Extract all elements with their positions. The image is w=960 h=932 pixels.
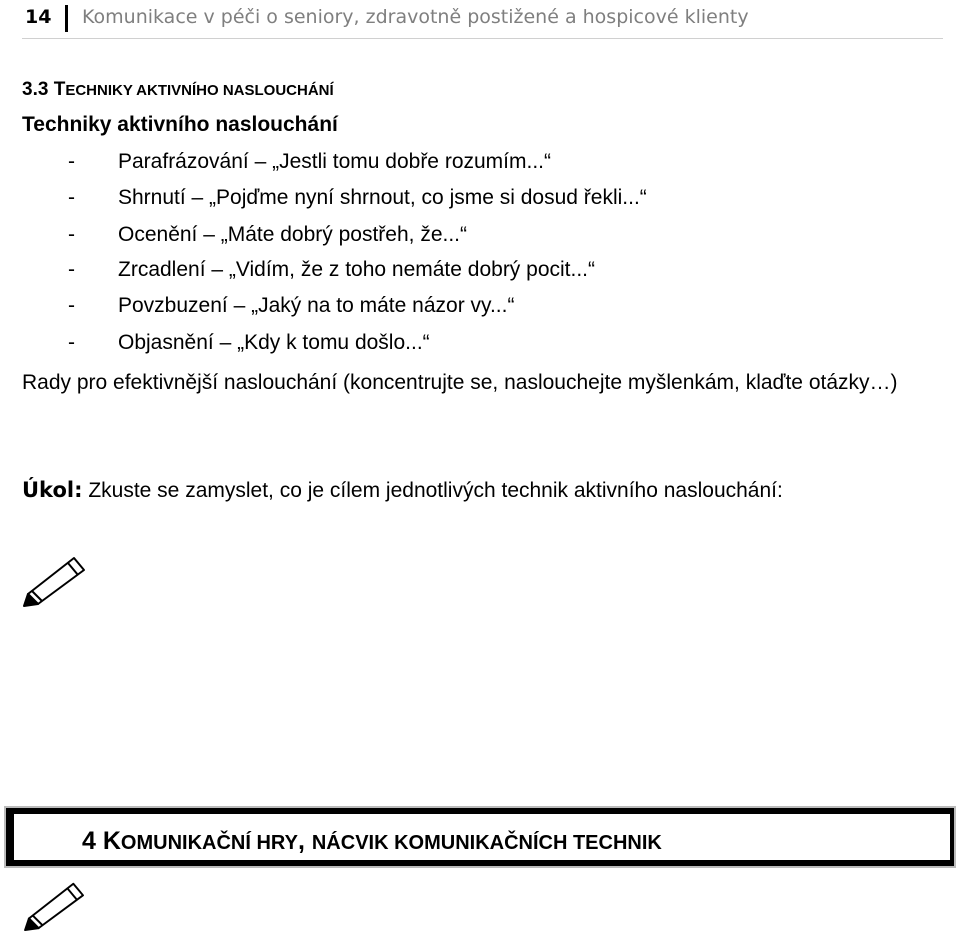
chapter-title-part-1: OMUNIKAČNÍ HRY	[120, 832, 298, 854]
list-item	[0, 223, 900, 253]
running-title: Komunikace v péči o seniory, zdravotně postižené a hospicové klienty	[82, 6, 749, 28]
chapter-first-letter: K	[102, 827, 121, 855]
chapter-separator: ,	[297, 827, 312, 855]
pencil-icon	[20, 550, 90, 608]
list-item	[0, 294, 900, 324]
section-number: 3.3	[22, 79, 49, 100]
list-item-text: Zrcadlení – „Vidím, že z toho nemáte dobrý pocit...“	[118, 258, 596, 281]
header-divider	[65, 5, 68, 32]
chapter-banner-inner	[14, 814, 950, 860]
list-dash: -	[68, 223, 75, 246]
list-dash: -	[68, 186, 75, 209]
page-number: 14	[25, 6, 52, 28]
list-dash: -	[68, 294, 75, 317]
list-dash: -	[68, 258, 75, 281]
list-item-text: Objasnění – „Kdy k tomu došlo...“	[118, 331, 430, 354]
list-item-text: Povzbuzení – „Jaký na to máte názor vy...“	[118, 294, 515, 317]
section-heading-first-letter: T	[53, 79, 66, 100]
list-item	[0, 150, 900, 180]
chapter-number: 4	[82, 827, 96, 855]
chapter-banner	[4, 806, 956, 868]
list-item	[0, 258, 900, 288]
tips-paragraph: Rady pro efektivnější naslouchání (koncentrujte se, naslouchejte myšlenkám, klaďte otázky…)	[22, 371, 898, 394]
list-item-text: Shrnutí – „Pojďme nyní shrnout, co jsme si dosud řekli...“	[118, 186, 647, 209]
list-item	[0, 186, 900, 216]
list-item-text: Ocenění – „Máte dobrý postřeh, že...“	[118, 223, 468, 246]
list-dash: -	[68, 331, 75, 354]
section-heading-rest: ECHNIKY AKTIVNÍHO NASLOUCHÁNÍ	[65, 82, 334, 99]
chapter-title-part-2: NÁCVIK KOMUNIKAČNÍCH TECHNIK	[311, 832, 662, 854]
task-text: Zkuste se zamyslet, co je cílem jednotlivých technik aktivního naslouchání:	[88, 479, 783, 502]
page-header	[22, 0, 943, 39]
list-item-text: Parafrázování – „Jestli tomu dobře rozumím...“	[118, 150, 551, 173]
subheading: Techniky aktivního naslouchání	[22, 113, 338, 136]
section-heading	[22, 79, 334, 101]
chapter-title	[82, 827, 662, 856]
list-item	[0, 331, 900, 361]
task-label: Úkol:	[22, 478, 83, 502]
task-paragraph	[22, 473, 939, 508]
pencil-icon	[20, 876, 90, 932]
list-dash: -	[68, 150, 75, 173]
